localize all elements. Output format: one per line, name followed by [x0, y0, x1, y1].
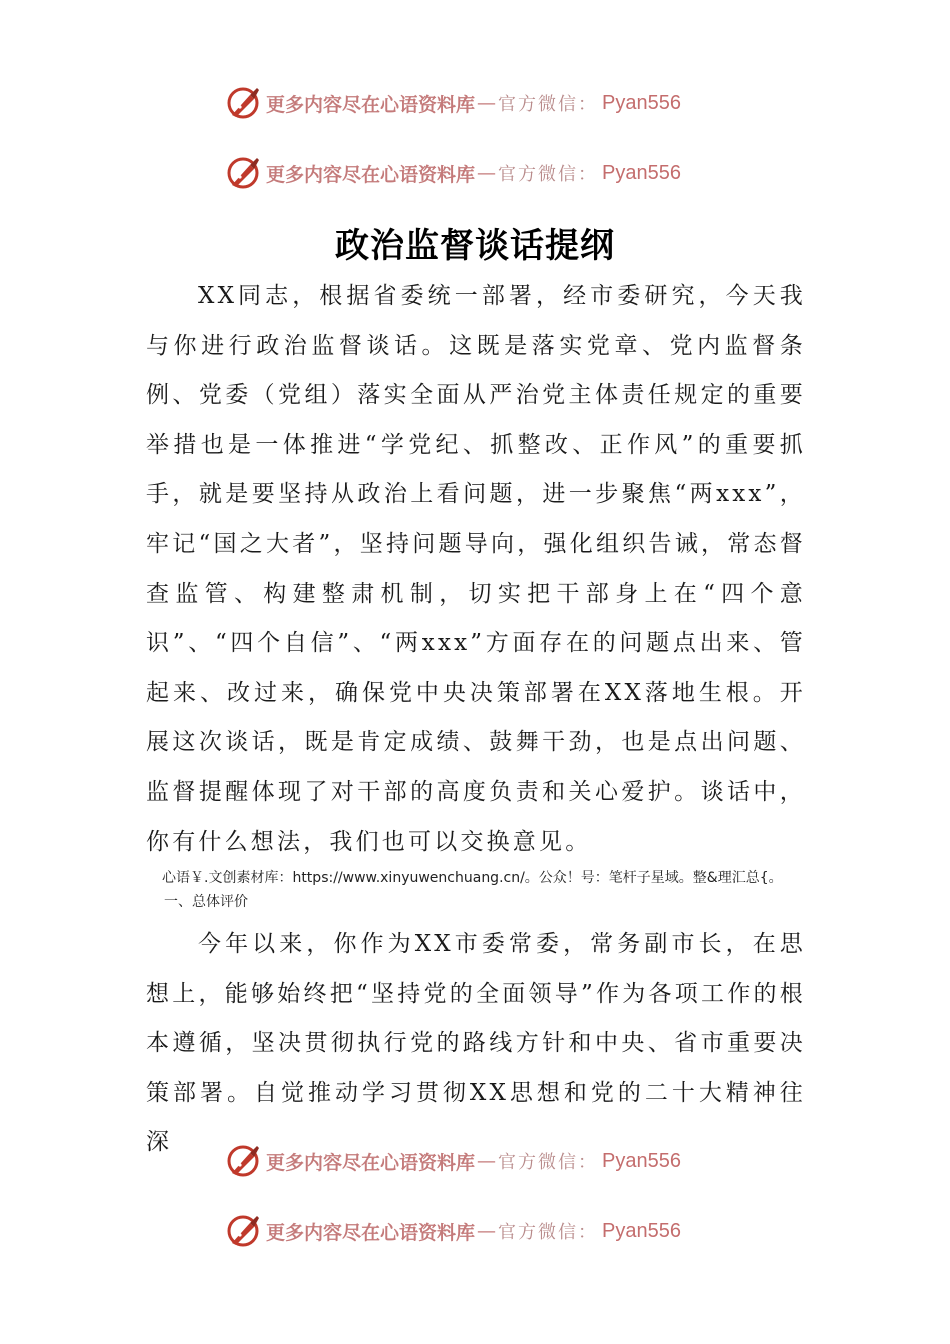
watermark-text: 更多内容尽在心语资料库 — [266, 1151, 476, 1174]
watermark-dash: — — [477, 1150, 497, 1172]
section-heading: 一、总体评价 — [164, 894, 248, 910]
watermark-wechat-label: 官方微信： — [498, 1222, 599, 1243]
watermark-wechat-label: 官方微信： — [498, 1152, 599, 1173]
watermark-banner-top-1 — [226, 83, 681, 123]
body-paragraph-2: 今年以来，你作为XX市委常委，常务副市长，在思想上，能够始终把“坚持党的全面领导”作为各项工作的根本遵循，坚决贯彻执行党的路线方针和中央、省市重要决策部署。自觉推动学习贯彻XX思想和党的二十大精神往深 — [146, 931, 806, 1156]
watermark-text: 更多内容尽在心语资料库 — [266, 93, 476, 116]
watermark-wechat-label: 官方微信： — [498, 94, 599, 115]
watermark-wechat-id: Pyan556 — [602, 1219, 681, 1242]
watermark-wechat-id: Pyan556 — [602, 91, 681, 114]
source-note — [146, 866, 810, 914]
watermark-banner-bottom-2 — [226, 1211, 681, 1251]
watermark-wechat-id: Pyan556 — [602, 161, 681, 184]
watermark-text: 更多内容尽在心语资料库 — [266, 163, 476, 186]
pen-logo-icon — [226, 155, 262, 191]
watermark-wechat-label: 官方微信： — [498, 164, 599, 185]
watermark-dash: — — [477, 162, 497, 184]
source-note-text: 心语￥.文创素材库：https://www.xinyuwenchuang.cn/。公众！号：笔杆子星域。整&理汇总{。 — [162, 870, 783, 886]
watermark-banner-bottom-1 — [226, 1141, 681, 1181]
pen-logo-icon — [226, 85, 262, 121]
watermark-text: 更多内容尽在心语资料库 — [266, 1221, 476, 1244]
document-title: 政治监督谈话提纲 — [335, 226, 615, 266]
pen-logo-icon — [226, 1143, 262, 1179]
watermark-wechat-id: Pyan556 — [602, 1149, 681, 1172]
watermark-dash: — — [477, 92, 497, 114]
watermark-banner-top-2 — [226, 153, 681, 193]
watermark-dash: — — [477, 1220, 497, 1242]
pen-logo-icon — [226, 1213, 262, 1249]
body-paragraph-1: XX同志，根据省委统一部署，经市委研究，今天我与你进行政治监督谈话。这既是落实党章、党内监督条例、党委（党组）落实全面从严治党主体责任规定的重要举措也是一体推进“学党纪、抓整改、正作风”的重要抓手，就是要坚持从政治上看问题，进一步聚焦“两xxx”，牢记“国之大者”，坚持问题导向，强化组织告诫，常态督查监管、构建整肃机制，切实把干部身上在“四个意识”、“四个自信”、“两xxx”方面存在的问题点出来、管起来、改过来，确保党中央决策部署在XX落地生根。开展这次谈话，既是肯定成绩、鼓舞干劲，也是点出问题、监督提醒体现了对干部的高度负责和关心爱护。谈话中，你有什么想法，我们也可以交换意见。 — [146, 283, 806, 855]
